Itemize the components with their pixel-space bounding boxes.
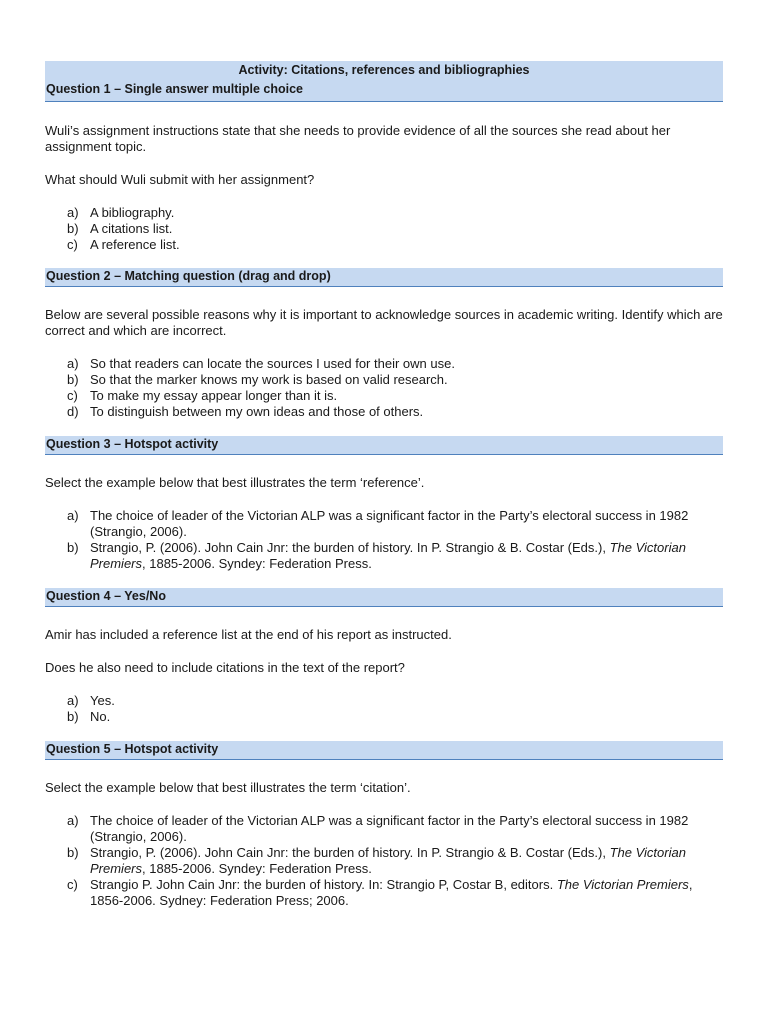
question-2-option-b[interactable]: b) So that the marker knows my work is based on valid research.: [67, 372, 448, 387]
question-1-option-a[interactable]: a) A bibliography.: [67, 205, 175, 220]
question-5-option-c[interactable]: c) Strangio P. John Cain Jnr: the burden of history. In: Strangio P, Costar B, editors. The Victorian Premiers, 1856-2006. Sydney: Federation Press; 2006.: [67, 877, 693, 908]
question-4-question: Does he also need to include citations in the text of the report?: [45, 660, 405, 675]
question-3-option-a[interactable]: a) The choice of leader of the Victorian ALP was a significant factor in the Party’s electoral success in 1982 (Strangio, 2006).: [67, 508, 689, 539]
question-4-options: [45, 693, 723, 725]
question-4-option-b[interactable]: b) No.: [67, 709, 111, 724]
question-5-options: [45, 813, 723, 909]
question-2-prompt: Below are several possible reasons why it is important to acknowledge sources in academic writing. Identify which are correct and which are incorrect.: [45, 307, 723, 338]
question-3-options: [45, 508, 723, 572]
question-2-option-d[interactable]: d) To distinguish between my own ideas and those of others.: [67, 404, 424, 419]
question-2-option-a[interactable]: a) So that readers can locate the sources I used for their own use.: [67, 356, 455, 371]
question-5-option-b[interactable]: b) Strangio, P. (2006). John Cain Jnr: the burden of history. In P. Strangio & B. Costar (Eds.), The Victorian Premiers, 1885-2006. Syndey: Federation Press.: [67, 845, 686, 876]
question-3-prompt: Select the example below that best illustrates the term ‘reference’.: [45, 475, 425, 490]
question-2-option-c[interactable]: c) To make my essay appear longer than it is.: [67, 388, 338, 403]
question-1-question: What should Wuli submit with her assignment?: [45, 172, 315, 187]
question-5-header: Question 5 – Hotspot activity: [45, 741, 723, 760]
question-2-header: Question 2 – Matching question (drag and drop): [45, 268, 723, 287]
question-1-header: Question 1 – Single answer multiple choice: [45, 81, 723, 102]
question-4-option-a[interactable]: a) Yes.: [67, 693, 115, 708]
question-5-option-a[interactable]: a) The choice of leader of the Victorian ALP was a significant factor in the Party’s electoral success in 1982 (Strangio, 2006).: [67, 813, 689, 844]
question-1-option-c[interactable]: c) A reference list.: [67, 237, 180, 252]
question-4-header: Question 4 – Yes/No: [45, 588, 723, 607]
activity-title: Activity: Citations, references and bibliographies: [45, 61, 723, 81]
question-3-header: Question 3 – Hotspot activity: [45, 436, 723, 455]
question-1-prompt: Wuli’s assignment instructions state that she needs to provide evidence of all the sources she read about her assignment topic.: [45, 123, 671, 154]
question-1-options: [45, 205, 723, 253]
document-page: [45, 61, 723, 909]
question-5-prompt: Select the example below that best illustrates the term ‘citation’.: [45, 780, 411, 795]
question-1-option-b[interactable]: b) A citations list.: [67, 221, 173, 236]
question-2-options: [45, 356, 723, 420]
question-4-prompt: Amir has included a reference list at the end of his report as instructed.: [45, 627, 452, 642]
reference-text: Strangio, P. (2006). John Cain Jnr: the burden of history. In P. Strangio & B. Costar (Eds.), The Victorian Premiers, 1885-2006. Syndey: Federation Press.: [90, 540, 686, 571]
question-3-option-b[interactable]: b) Strangio, P. (2006). John Cain Jnr: the burden of history. In P. Strangio & B. Costar (Eds.), The Victorian Premiers, 1885-2006. Syndey: Federation Press.: [45, 540, 723, 572]
